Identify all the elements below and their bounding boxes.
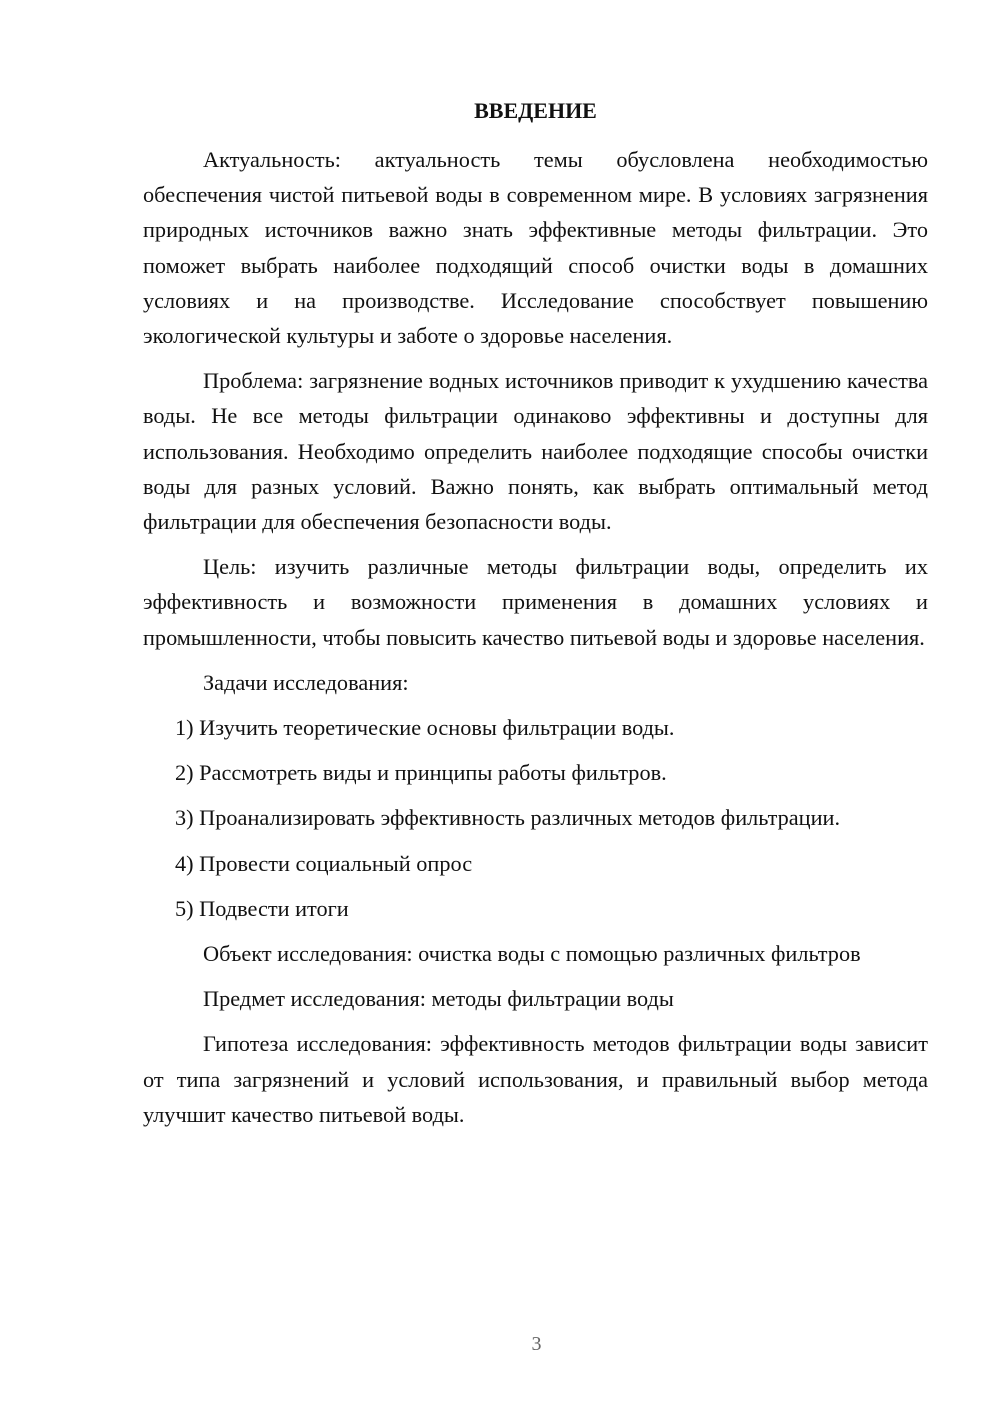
page-content: [143, 93, 928, 1142]
paragraph-object: Объект исследования: очистка воды с помощью различных фильтров: [203, 941, 861, 967]
section-title: ВВЕДЕНИЕ: [474, 98, 597, 123]
task-item: 5) Подвести итоги: [175, 895, 349, 921]
task-item: 1) Изучить теоретические основы фильтрации воды.: [175, 715, 675, 741]
task-list: [143, 710, 928, 926]
task-item: 2) Рассмотреть виды и принципы работы фильтров.: [175, 760, 667, 786]
task-item: 3) Проанализировать эффективность различных методов фильтрации.: [175, 805, 841, 831]
paragraph-hypothesis: Гипотеза исследования: эффективность методов фильтрации воды зависит от типа загрязнений и условий использования, и правильный выбор метода улучшит качество питьевой воды.: [143, 1031, 928, 1127]
paragraph-subject: Предмет исследования: методы фильтрации воды: [203, 986, 674, 1012]
paragraph-problem: Проблема: загрязнение водных источников приводит к ухудшению качества воды. Не все методы фильтрации одинаково эффективны и доступны для использования. Необходимо определить наиболее подходящие способы очистки воды для разных условий. Важно понять, как выбрать оптимальный метод фильтрации для обеспечения безопасности воды.: [143, 368, 928, 535]
task-item: 4) Провести социальный опрос: [175, 850, 473, 876]
tasks-heading: Задачи исследования:: [203, 669, 409, 695]
page-number: 3: [531, 1333, 542, 1355]
paragraph-relevance: Актуальность: актуальность темы обусловлена необходимостью обеспечения чистой питьевой воды в современном мире. В условиях загрязнения природных источников важно знать эффективные методы фильтрации. Это поможет выбрать наиболее подходящий способ очистки воды в домашних условиях и на производстве. Исследование способствует повышению экологической культуры и заботе о здоровье населения.: [143, 147, 928, 349]
paragraph-goal: Цель: изучить различные методы фильтрации воды, определить их эффективность и возможности применения в домашних условиях и промышленности, чтобы повысить качество питьевой воды и здоровье населения.: [143, 554, 928, 650]
